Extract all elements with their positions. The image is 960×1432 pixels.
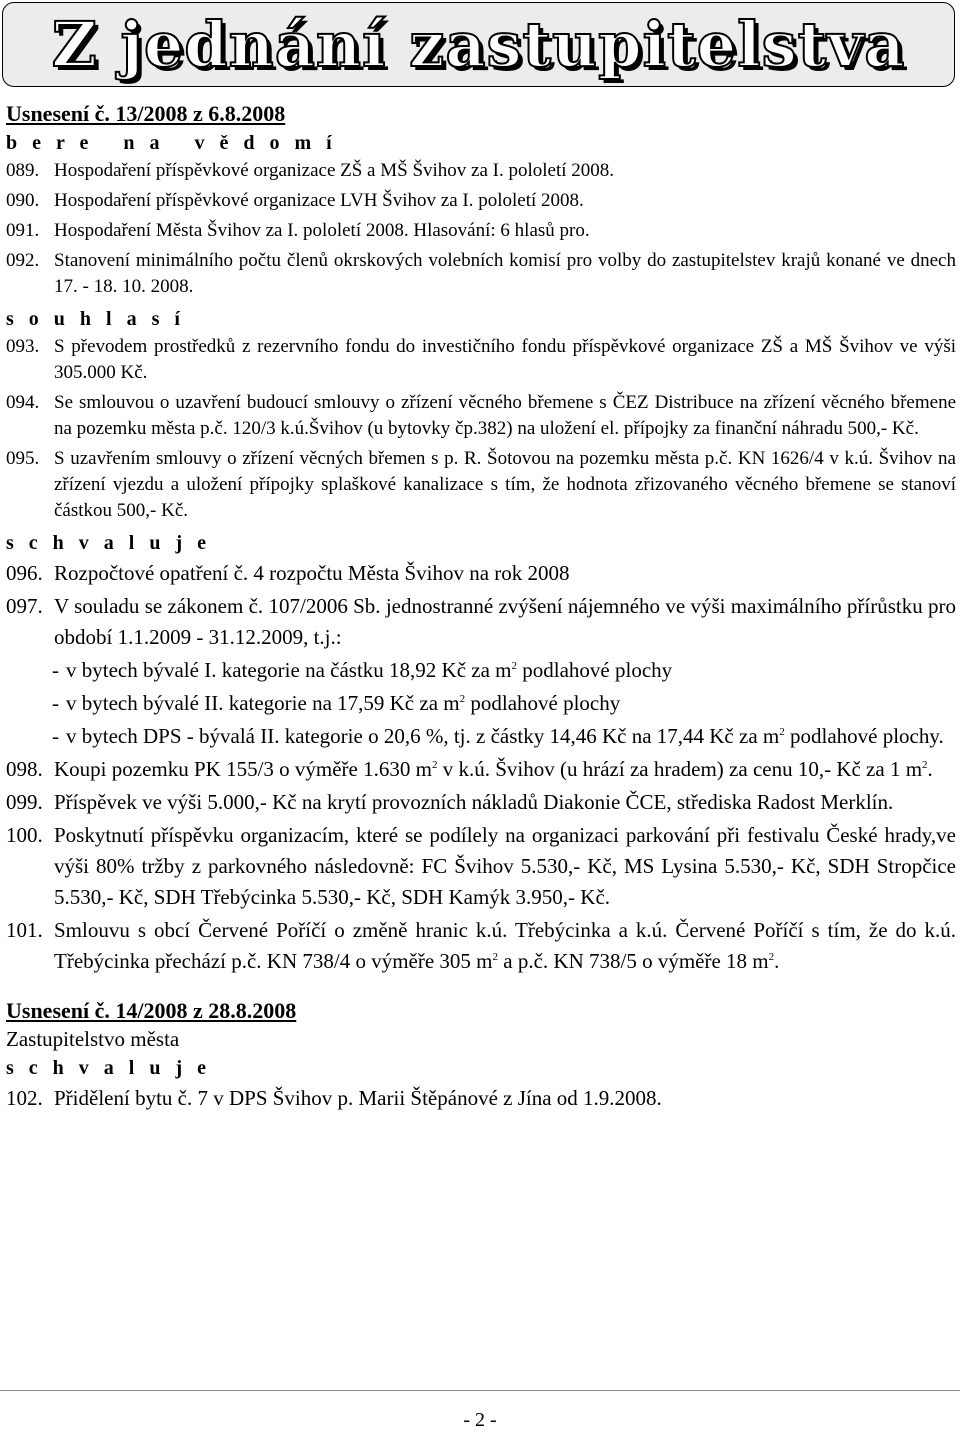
list-schvaluje-2	[6, 1083, 956, 1114]
list-souhlasi	[6, 334, 956, 524]
sub-item-097-3: - v bytech DPS - bývalá II. kategorie o 20,6 %, tj. z částky 14,46 Kč na 17,44 Kč za $m^2$ podlahové plochy.	[52, 724, 944, 748]
list-bere	[6, 158, 956, 300]
list-item-089: 089. Hospodaření příspěvkové organizace ZŠ a MŠ Švihov za I. pololetí 2008.	[6, 160, 615, 181]
list-item-096: 096. Rozpočtové opatření č. 4 rozpočtu Města Švihov na rok 2008	[6, 561, 570, 585]
footer-divider	[0, 1390, 960, 1391]
council-label: Zastupitelstvo města	[6, 1027, 180, 1051]
list-schvaluje	[6, 558, 956, 977]
sub-item-097-2: - v bytech bývalé II. kategorie na 17,59 Kč za $m^2$ podlahové plochy	[52, 691, 621, 715]
sub-item-097-1: - v bytech bývalé I. kategorie na částku 18,92 Kč za $m^2$ podlahové plochy	[52, 658, 673, 682]
title-banner	[2, 2, 955, 87]
list-item-101: 101. Smlouvu s obcí Červené Poříčí o změně hranic k.ú. Třebýcinka a k.ú. Červené Poříčí s tím, že do k.ú. Třebýcinka přechází p.č. KN 738/4 o výměře 305 $m^2$ a p.č. KN 738/5 o výměře 18 $m^2$.	[6, 918, 956, 973]
verb-souhlasi: s o u h l a s í	[6, 308, 185, 330]
list-item-100: 100. Poskytnutí příspěvku organizacím, které se podílely na organizaci parkování při festivalu České hrady,ve výši 80% tržby z parkovného následovně: FC Švihov 5.530,- Kč, MS Lysina 5.530,- Kč, SDH Stropčice 5.530,- Kč, SDH Třebýcinka 5.530,- Kč, SDH Kamýk 3.950,- Kč.	[6, 823, 956, 909]
page-number: - 2 -	[463, 1409, 497, 1431]
list-item-093: 093. S převodem prostředků z rezervního fondu do investičního fondu příspěvkové organizace ZŠ a MŠ Švihov ve výši 305.000 Kč.	[6, 336, 956, 383]
list-item-099: 099. Příspěvek ve výši 5.000,- Kč na krytí provozních nákladů Diakonie ČCE, střediska Radost Merklín.	[6, 790, 894, 814]
list-item-102: 102. Přidělení bytu č. 7 v DPS Švihov p. Marii Štěpánové z Jína od 1.9.2008.	[6, 1086, 662, 1110]
list-item-090: 090. Hospodaření příspěvkové organizace LVH Švihov za I. pololetí 2008.	[6, 190, 584, 211]
list-item-095: 095. S uzavřením smlouvy o zřízení věcných břemen s p. R. Šotovou na pozemku města p.č. KN 1626/4 v k.ú. Švihov na zřízení vjezdu a uložení přípojky splaškové kanalizace s tím, že hodnota zřizovaného věcného břemene se stanoví částkou 500,- Kč.	[6, 448, 956, 521]
list-item-094: 094. Se smlouvou o uzavření budoucí smlouvy o zřízení věcného břemene s ČEZ Distribuce na zřízení věcného břemene na pozemku města p.č. 120/3 k.ú.Švihov (u bytovky čp.382) na uložení el. přípojky za finanční náhradu 500,- Kč.	[6, 392, 956, 439]
list-item-091: 091. Hospodaření Města Švihov za I. pololetí 2008. Hlasování: 6 hlasů pro.	[6, 220, 590, 241]
verb-schvaluje-2: s c h v a l u j e	[6, 1057, 211, 1079]
verb-bere-na-vedomi: b e r e n a v ě d o m í	[6, 132, 337, 154]
banner-title: Z jednání zastupitelstva	[51, 8, 906, 81]
list-item-097: 097. V souladu se zákonem č. 107/2006 Sb. jednostranné zvýšení nájemného ve výši maximálního přírůstku pro období 1.1.2009 - 31.12.2009, t.j.:	[6, 594, 956, 649]
list-item-098: 098. Koupi pozemku PK 155/3 o výměře 1.630 $m^2$ v k.ú. Švihov (u hrází za hradem) za cenu 10,- Kč za 1 $m^2$.	[6, 757, 933, 781]
document-body	[6, 100, 956, 1116]
resolution-heading-13: Usnesení č. 13/2008 z 6.8.2008	[6, 101, 286, 126]
verb-schvaluje: s c h v a l u j e	[6, 532, 211, 554]
list-item-092: 092. Stanovení minimálního počtu členů okrskových volebních komisí pro volby do zastupitelstev krajů konané ve dnech 17. - 18. 10. 2008.	[6, 250, 956, 297]
resolution-heading-14: Usnesení č. 14/2008 z 28.8.2008	[6, 998, 297, 1023]
